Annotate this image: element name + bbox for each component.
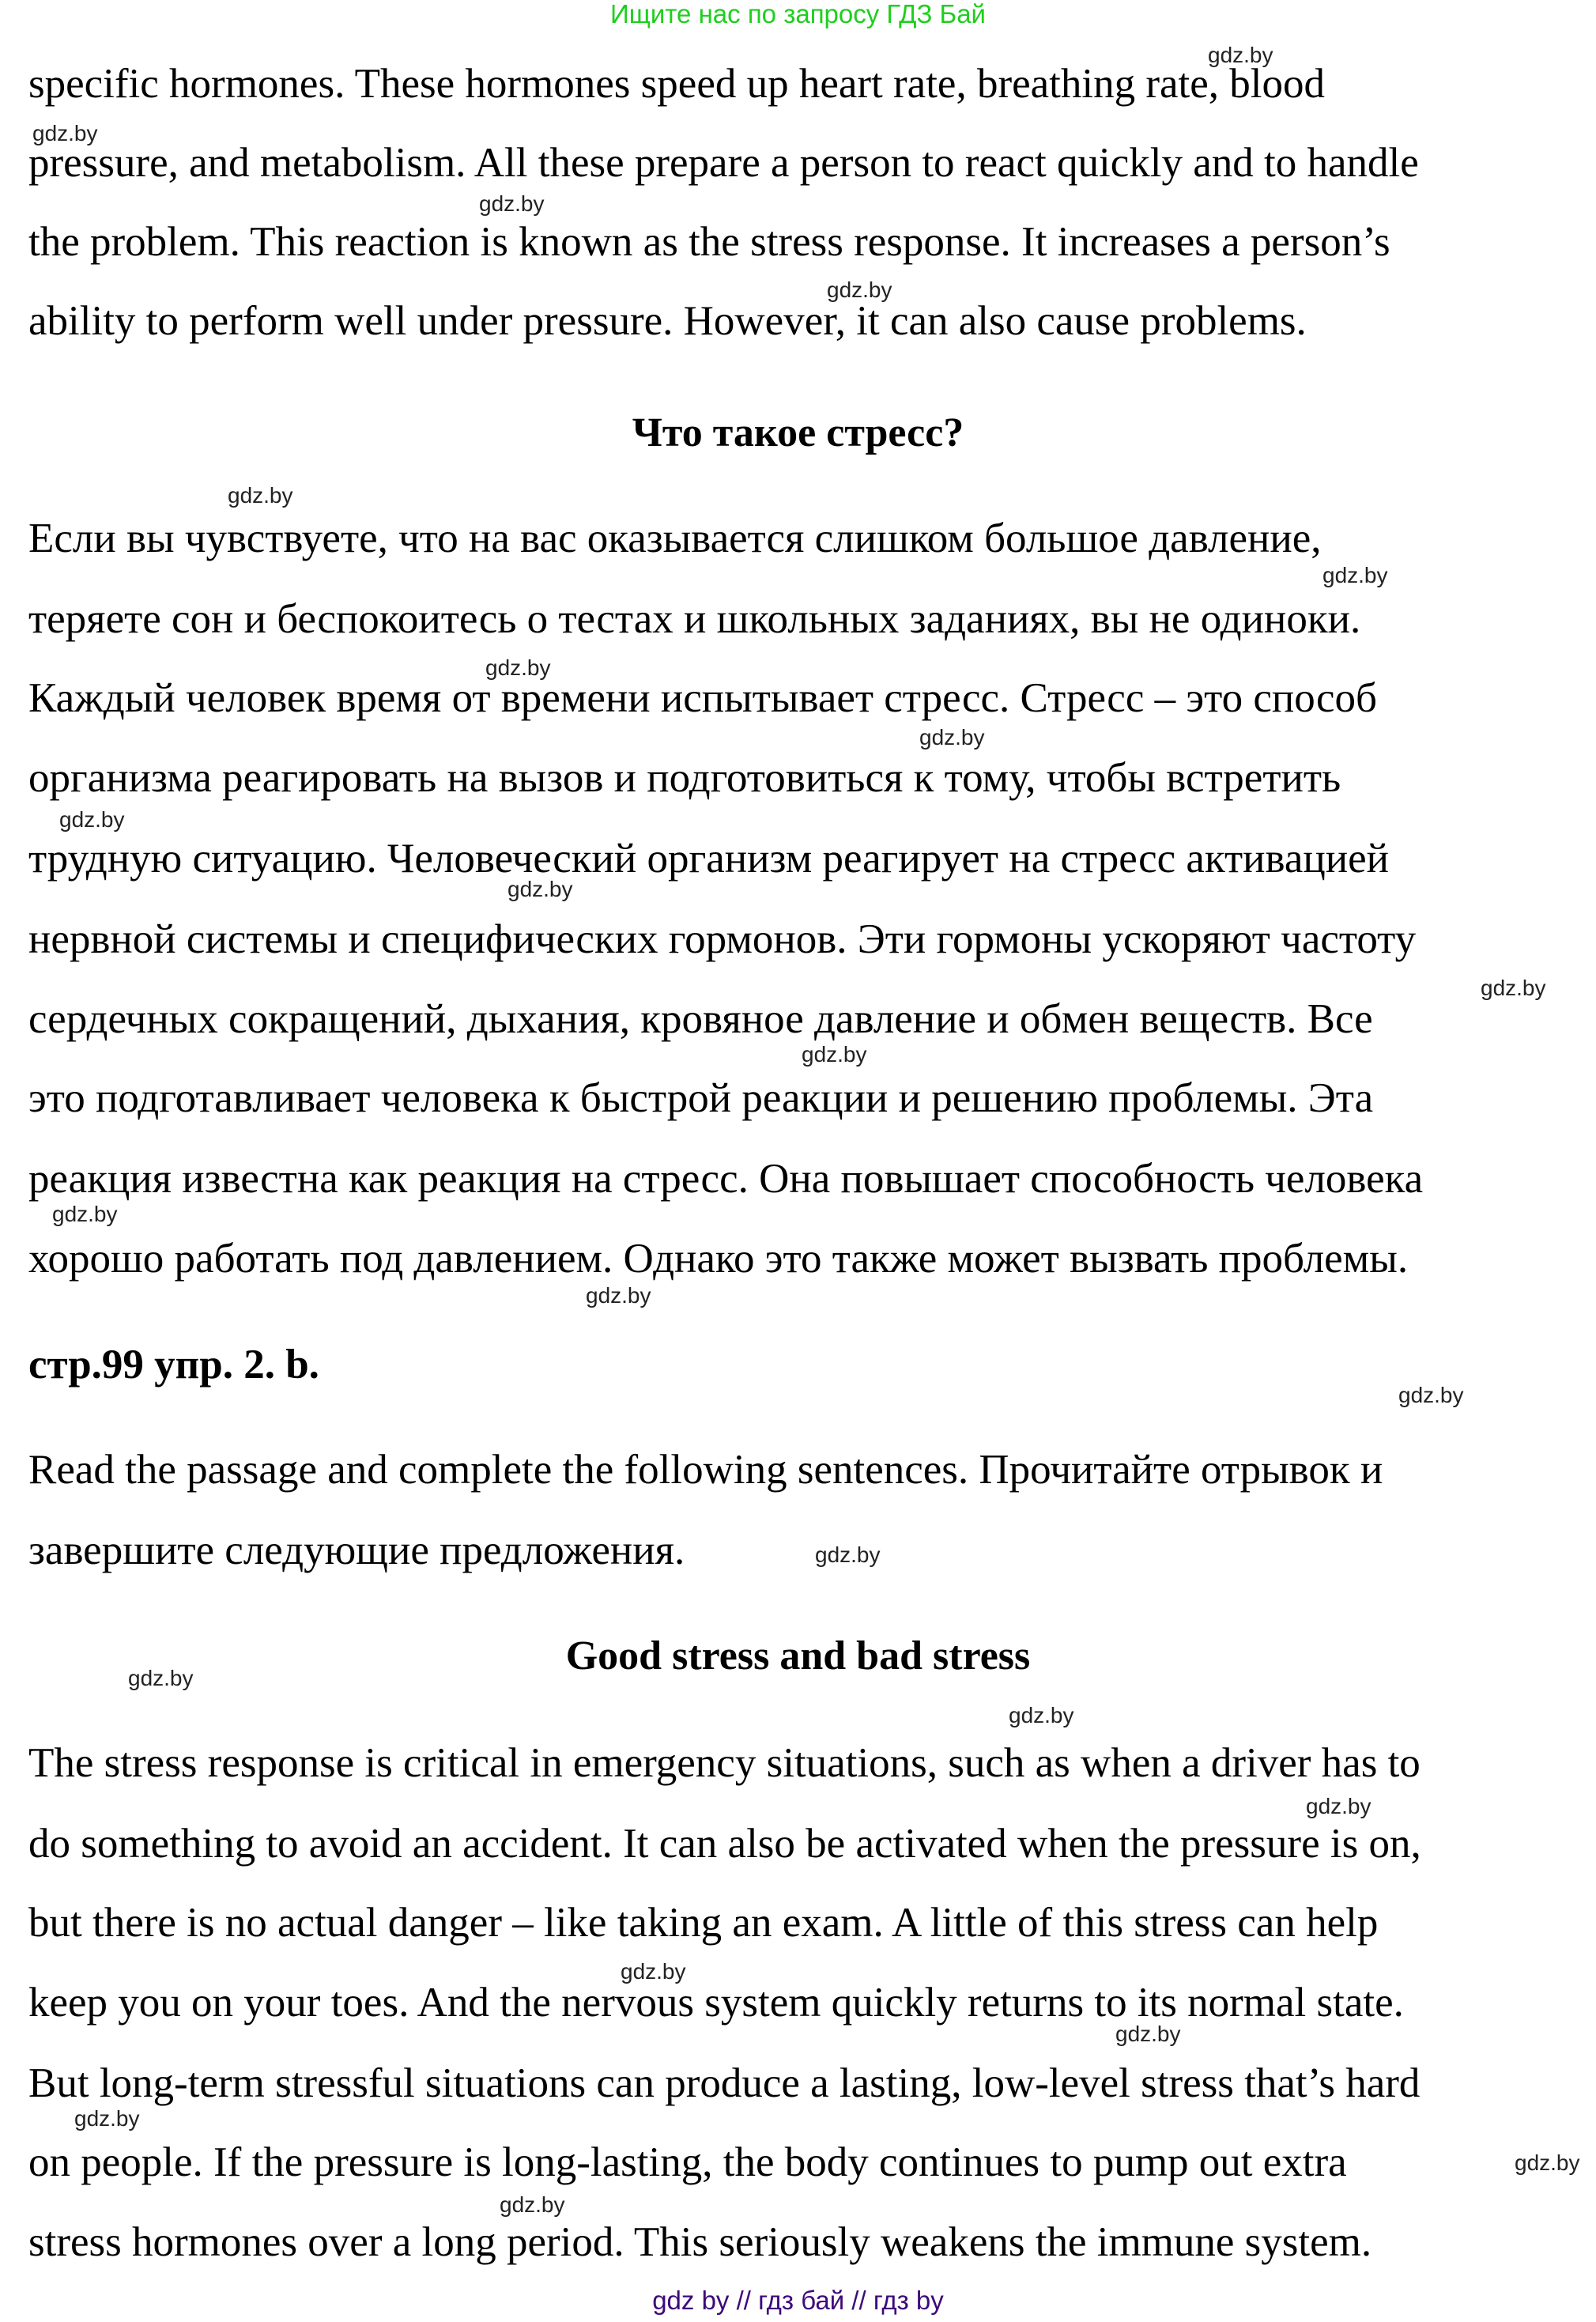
watermark: gdz.by bbox=[1115, 2022, 1181, 2046]
paragraph-line: Каждый человек время от времени испытывает стресс. Стресс – это способ bbox=[28, 675, 1378, 721]
watermark: gdz.by bbox=[74, 2106, 140, 2131]
watermark: gdz.by bbox=[228, 483, 293, 508]
watermark: gdz.by bbox=[507, 877, 573, 901]
passage-line: keep you on your toes. And the nervous system quickly returns to its normal state. bbox=[28, 1980, 1404, 2026]
watermark: gdz.by bbox=[586, 1283, 651, 1308]
footer-links[interactable]: gdz by // гдз бай // гдз by bbox=[652, 2286, 944, 2315]
paragraph-line: Если вы чувствуете, что на вас оказывается слишком большое давление, bbox=[28, 515, 1322, 561]
watermark: gdz.by bbox=[1515, 2150, 1580, 2175]
paragraph-line: pressure, and metabolism. All these prepare a person to react quickly and to handle bbox=[28, 140, 1419, 186]
watermark: gdz.by bbox=[32, 121, 98, 145]
paragraph-line: теряете сон и беспокоитесь о тестах и школьных заданиях, вы не одиноки. bbox=[28, 596, 1361, 642]
passage-line: stress hormones over a long period. This seriously weakens the immune system. bbox=[28, 2219, 1372, 2265]
passage-line: But long-term stressful situations can produce a lasting, low-level stress that’s hard bbox=[28, 2060, 1421, 2106]
watermark: gdz.by bbox=[500, 2192, 565, 2217]
paragraph-line: сердечных сокращений, дыхания, кровяное давление и обмен веществ. Все bbox=[28, 996, 1373, 1042]
watermark: gdz.by bbox=[485, 655, 551, 680]
instruction-line: завершите следующие предложения. bbox=[28, 1527, 685, 1573]
watermark: gdz.by bbox=[802, 1042, 867, 1067]
passage-heading: Good stress and bad stress bbox=[565, 1633, 1031, 1678]
watermark: gdz.by bbox=[52, 1202, 118, 1226]
passage-line: but there is no actual danger – like taking an exam. A little of this stress can help bbox=[28, 1900, 1379, 1946]
watermark: gdz.by bbox=[1398, 1383, 1464, 1407]
passage-line: The stress response is critical in emergency situations, such as when a driver has to bbox=[28, 1740, 1421, 1786]
paragraph-line: specific hormones. These hormones speed up heart rate, breathing rate, blood bbox=[28, 61, 1325, 107]
watermark: gdz.by bbox=[59, 807, 125, 832]
paragraph-line: the problem. This reaction is known as the stress response. It increases a person’s bbox=[28, 219, 1390, 265]
watermark: gdz.by bbox=[1208, 43, 1273, 67]
watermark: gdz.by bbox=[479, 191, 545, 216]
passage-line: on people. If the pressure is long-lasting, the body continues to pump out extra bbox=[28, 2139, 1347, 2185]
paragraph-line: это подготавливает человека к быстрой реакции и решению проблемы. Эта bbox=[28, 1075, 1374, 1121]
watermark: gdz.by bbox=[815, 1542, 881, 1567]
search-banner: Ищите нас по запросу ГДЗ Бай bbox=[610, 0, 986, 28]
passage-line: do something to avoid an accident. It can also be activated when the pressure is on, bbox=[28, 1821, 1421, 1867]
watermark: gdz.by bbox=[919, 725, 985, 749]
exercise-label: стр.99 упр. 2. b. bbox=[28, 1342, 319, 1388]
paragraph-line: нервной системы и специфических гормонов. Эти гормоны ускоряют частоту bbox=[28, 916, 1417, 962]
watermark: gdz.by bbox=[1322, 563, 1388, 587]
watermark: gdz.by bbox=[1306, 1794, 1372, 1818]
paragraph-line: организма реагировать на вызов и подготовиться к тому, чтобы встретить bbox=[28, 755, 1341, 801]
watermark: gdz.by bbox=[827, 278, 892, 302]
paragraph-line: трудную ситуацию. Человеческий организм реагирует на стресс активацией bbox=[28, 836, 1389, 882]
watermark: gdz.by bbox=[1481, 976, 1546, 1000]
instruction-line: Read the passage and complete the following sentences. Прочитайте отрывок и bbox=[28, 1447, 1383, 1493]
paragraph-line: ability to perform well under pressure. However, it can also cause problems. bbox=[28, 298, 1307, 344]
section-heading-russian: Что такое стресс? bbox=[632, 410, 964, 455]
watermark: gdz.by bbox=[1009, 1703, 1074, 1727]
watermark: gdz.by bbox=[621, 1959, 686, 1984]
paragraph-line: реакция известна как реакция на стресс. Она повышает способность человека bbox=[28, 1156, 1424, 1202]
paragraph-line: хорошо работать под давлением. Однако это также может вызвать проблемы. bbox=[28, 1236, 1409, 1282]
watermark: gdz.by bbox=[128, 1666, 194, 1690]
